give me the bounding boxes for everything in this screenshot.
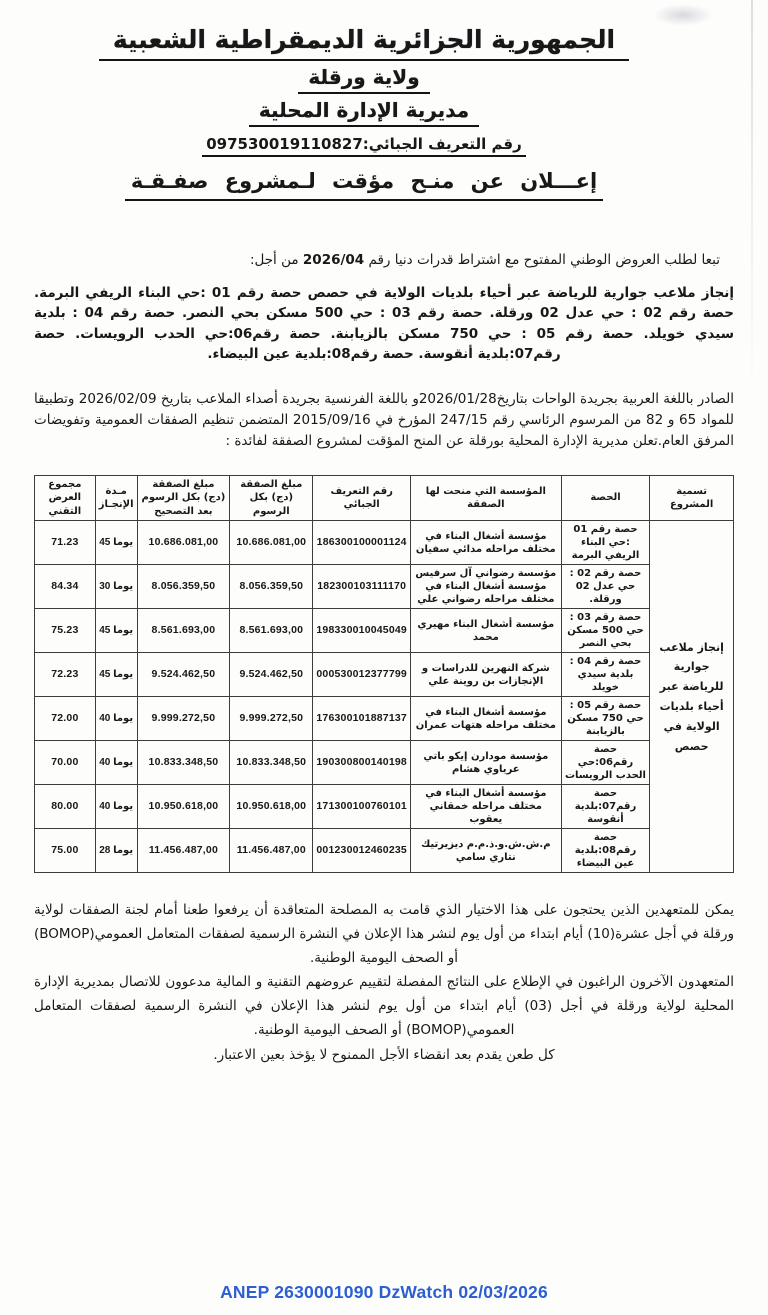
tax-id-cell: 190300800140198 (313, 741, 411, 785)
lot-cell: حصة رقم06:حي الحدب الرويسات (561, 741, 650, 785)
amount-corrected-cell: 10.833.348,50 (137, 741, 230, 785)
announcement-title: إعـــلان عن منـح مؤقت لـمشروع صفـقـة (125, 169, 603, 201)
wilaya-title: ولاية ورقلة (298, 65, 429, 94)
score-cell: 80.00 (35, 785, 96, 829)
duration-cell: 45 يوما (95, 521, 137, 565)
table-row (35, 785, 734, 829)
column-header: رقم التعريف الجبائي (313, 475, 411, 521)
amount-cell: 9.524.462,50 (230, 653, 313, 697)
score-cell: 75.23 (35, 609, 96, 653)
tax-id-line (202, 135, 526, 157)
amount-cell: 9.999.272,50 (230, 697, 313, 741)
table-row (35, 565, 734, 609)
deadline-note: كل طعن يقدم بعد انقضاء الأجل الممنوح لا يؤخذ بعين الاعتبار. (213, 1046, 555, 1063)
tax-id-label: رقم التعريف الجبائي: (362, 135, 522, 154)
table-row (35, 697, 734, 741)
intro-text-after: من أجل: (249, 252, 303, 269)
amount-cell: 8.056.359,50 (230, 565, 313, 609)
column-header: المؤسسة التي منحت لها الصفقة (410, 475, 561, 521)
amount-corrected-cell: 10.686.081,00 (137, 521, 230, 565)
amount-corrected-cell: 10.950.618,00 (137, 785, 230, 829)
tender-number: 2026/04 (302, 252, 365, 269)
duration-cell: 45 يوما (95, 609, 137, 653)
lot-cell: حصة رقم 05 : حي 750 مسكن بالزيابنة (561, 697, 650, 741)
duration-cell: 40 يوما (95, 785, 137, 829)
republic-title: الجمهورية الجزائرية الديمقراطية الشعبية (99, 24, 629, 61)
score-cell: 84.34 (35, 565, 96, 609)
score-cell: 75.00 (35, 829, 96, 873)
table-header-row (35, 475, 734, 521)
company-cell: مؤسسة رضواني آل سرفيس مؤسسة أشغال البناء في مختلف مراحله رضواني علي (410, 565, 561, 609)
score-cell: 71.23 (35, 521, 96, 565)
appeal-paragraph: يمكن للمتعهدين الذين يحتجون على هذا الاختيار الذي قامت به المصلحة المتعاقدة أن يرفعوا طعنا أمام لجنة الصفقات لولاية ورقلة في أجل عشرة(10) أيام ابتداء من أول يوم لنشر هذا الإعلان في النشرة الرسمية لصفقات المتعامل العمومي(BOMOP) أو الصحف اليومية الوطنية. (34, 902, 734, 967)
duration-cell: 45 يوما (95, 653, 137, 697)
duration-cell: 40 يوما (95, 741, 137, 785)
table-row (35, 829, 734, 873)
tax-id-cell: 198330010045049 (313, 609, 411, 653)
amount-cell: 11.456.487,00 (230, 829, 313, 873)
company-cell: مؤسسة مودارن إيكو باتي عرياوي هشام (410, 741, 561, 785)
column-header: الحصة (561, 475, 650, 521)
directorate-title: مديرية الإدارة المحلية (249, 98, 479, 127)
lot-cell: حصة رقم07:بلدية أنقوسة (561, 785, 650, 829)
lot-cell: حصة رقم 01 :حي البناء الريفي البرمة (561, 521, 650, 565)
company-cell: شركة النهرين للدراسات و الإنجازات بن روينة علي (410, 653, 561, 697)
results-paragraph: المتعهدون الآخرون الراغبون في الإطلاع على النتائج المفصلة لتقييم عروضهم التقنية و المالية مدعوون للاتصال بمديرية الإدارة المحلية لولاية ورقلة في أجل (03) أيام ابتداء من أول يوم لنشر هذا الإعلان في النشرة الرسمية لصفقات المتعامل العمومي(BOMOP) أو الصحف اليومية الوطنية. (34, 974, 734, 1039)
column-header: مبلغ الصفقة (دج) بكل الرسوم بعد التصحيح (137, 475, 230, 521)
company-cell: م.ش.ش.و.ذ.م.م ديزيرتيك نتاري سامي (410, 829, 561, 873)
duration-cell: 40 يوما (95, 697, 137, 741)
legal-paragraph: الصادر باللغة العربية بجريدة الواحات بتاريخ2026/01/28و باللغة الفرنسية بجريدة أصداء الملاعب بتاريخ 2026/02/09 وتطبيقا للمواد 65 و 82 من المرسوم الرئاسي رقم 247/15 المؤرخ في 2015/09/16 المتضمن تنظيم الصفقات العمومية وتفويضات المرفق العام.تعلن مديرية الإدارة المحلية بورقلة عن المنح المؤقت لمشروع الصفقة لفائدة : (34, 391, 734, 449)
intro-line (34, 251, 734, 270)
amount-cell: 8.561.693,00 (230, 609, 313, 653)
amount-corrected-cell: 9.524.462,50 (137, 653, 230, 697)
lot-cell: حصة رقم 02 : حي عدل 02 ورقلة. (561, 565, 650, 609)
company-cell: مؤسسة أشغال البناء في مختلف مراحله هتهات عمران (410, 697, 561, 741)
table-row (35, 653, 734, 697)
company-cell: مؤسسة أشغال البناء في مختلف مراحله خمقاني يعقوب (410, 785, 561, 829)
company-cell: مؤسسة أشغال البناء في مختلف مراحله مدائي سفيان (410, 521, 561, 565)
lot-cell: حصة رقم 03 : حي 500 مسكن بحي النصر (561, 609, 650, 653)
document-header (0, 0, 748, 201)
lots-paragraph: إنجاز ملاعب جوارية للرياضة عبر أحياء بلديات الولاية في حصص حصة رقم 01 :حي البناء الريفي البرمة. حصة رقم 02 : حي عدل 02 ورقلة. حصة رقم 03 : حي 500 مسكن بحي النصر. حصة رقم 04 : بلدية سيدي خويلد. حصة رقم 05 : حي 750 مسكن بالزيابنة. حصة رقم06:حي الحدب الرويسات. حصة رقم07:بلدية أنقوسة. حصة رقم08:بلدية عين البيضاء. (34, 285, 735, 362)
company-cell: مؤسسة أشغال البناء مهيري محمد (410, 609, 561, 653)
tax-id-cell: 176300101887137 (313, 697, 411, 741)
column-header: تسمية المشروع (650, 475, 734, 521)
score-cell: 72.23 (35, 653, 96, 697)
amount-corrected-cell: 11.456.487,00 (137, 829, 230, 873)
duration-cell: 30 يوما (95, 565, 137, 609)
tax-id-cell: 001230012460235 (313, 829, 411, 873)
column-header: مجموع العرض التقني (35, 475, 96, 521)
score-cell: 72.00 (35, 697, 96, 741)
tax-id-cell: 000530012377799 (313, 653, 411, 697)
amount-cell: 10.833.348,50 (230, 741, 313, 785)
project-name-cell: إنجاز ملاعب جوارية للرياضة عبر أحياء بلديات الولاية في حصص (650, 521, 734, 873)
tax-id-cell: 186300100001124 (313, 521, 411, 565)
document-body (0, 251, 768, 1066)
award-table (34, 475, 734, 874)
score-cell: 70.00 (35, 741, 96, 785)
table-row (35, 521, 734, 565)
tax-id-cell: 182300103111170 (313, 565, 411, 609)
amount-corrected-cell: 9.999.272,50 (137, 697, 230, 741)
lot-cell: حصة رقم08:بلدية عين البيضاء (561, 829, 650, 873)
intro-text-before: تبعا لطلب العروض الوطني المفتوح مع اشتراط قدرات دنيا رقم (364, 252, 720, 269)
column-header: مـدة الإنجـاز (95, 475, 137, 521)
amount-corrected-cell: 8.056.359,50 (137, 565, 230, 609)
table-row (35, 609, 734, 653)
amount-cell: 10.950.618,00 (230, 785, 313, 829)
anep-reference: ANEP 2630001090 DzWatch 02/03/2026 (220, 1282, 548, 1302)
amount-cell: 10.686.081,00 (230, 521, 313, 565)
tax-id-cell: 171300100760101 (313, 785, 411, 829)
tax-id-value: 097530019110827 (206, 135, 363, 154)
amount-corrected-cell: 8.561.693,00 (137, 609, 230, 653)
scan-edge-artifact (751, 0, 753, 400)
column-header: مبلغ الصفقة (دج) بكل الرسوم (230, 475, 313, 521)
table-row (35, 741, 734, 785)
lot-cell: حصة رقم 04 : بلدية سيدي خويلد (561, 653, 650, 697)
duration-cell: 28 يوما (95, 829, 137, 873)
document-footer (0, 1282, 768, 1303)
